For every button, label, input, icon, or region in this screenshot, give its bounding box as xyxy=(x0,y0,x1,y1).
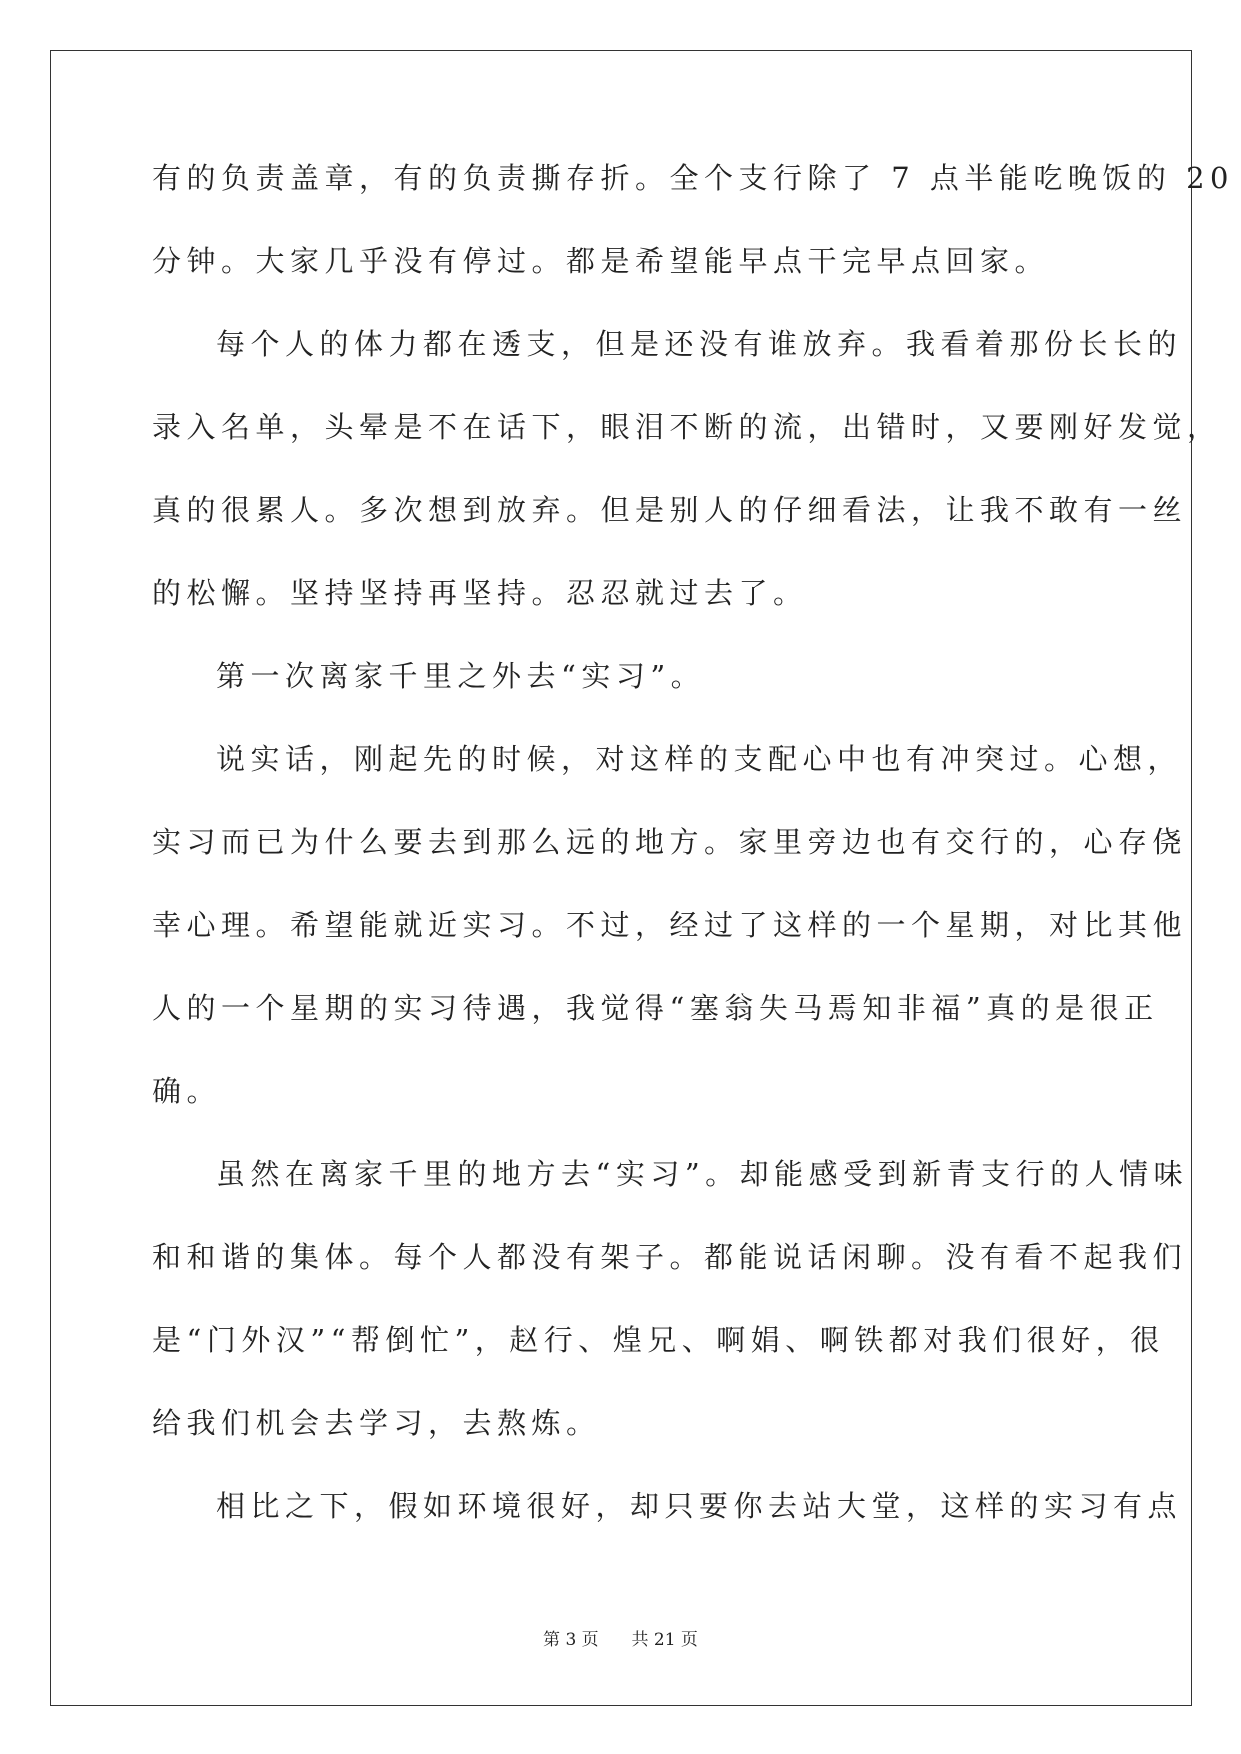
page-total: 共 21 页 xyxy=(631,1630,698,1650)
text-line: 分钟。大家几乎没有停过。都是希望能早点干完早点回家。 xyxy=(152,244,1050,278)
text-line: 的松懈。坚持坚持再坚持。忍忍就过去了。 xyxy=(152,576,808,610)
text-line: 是“门外汉”“帮倒忙”，赵行、煌兄、啊娟、啊铁都对我们很好，很 xyxy=(152,1323,1165,1357)
page-number: 第 3 页 xyxy=(543,1630,599,1650)
text-line: 幸心理。希望能就近实习。不过，经过了这样的一个星期，对比其他 xyxy=(152,908,1188,942)
text-line: 确。 xyxy=(152,1074,222,1108)
paragraph-start: 相比之下，假如环境很好，却只要你去站大堂，这样的实习有点 xyxy=(216,1489,1183,1523)
text-line: 人的一个星期的实习待遇，我觉得“塞翁失马焉知非福”真的是很正 xyxy=(152,991,1159,1025)
text-line: 给我们机会去学习，去熬炼。 xyxy=(152,1406,601,1440)
paragraph-start: 每个人的体力都在透支，但是还没有谁放弃。我看着那份长长的 xyxy=(216,327,1183,361)
paragraph-start: 说实话，刚起先的时候，对这样的支配心中也有冲突过。心想， xyxy=(216,742,1183,776)
paragraph-start: 虽然在离家千里的地方去“实习”。却能感受到新青支行的人情味 xyxy=(216,1157,1189,1191)
document-body xyxy=(152,158,1235,1569)
page-footer xyxy=(0,1625,1241,1650)
paragraph-start: 第一次离家千里之外去“实习”。 xyxy=(216,659,706,693)
text-line: 和和谐的集体。每个人都没有架子。都能说话闲聊。没有看不起我们 xyxy=(152,1240,1188,1274)
text-line: 真的很累人。多次想到放弃。但是别人的仔细看法，让我不敢有一丝 xyxy=(152,493,1188,527)
text-line: 录入名单，头晕是不在话下，眼泪不断的流，出错时，又要刚好发觉， xyxy=(152,410,1222,444)
text-line: 实习而已为什么要去到那么远的地方。家里旁边也有交行的，心存侥 xyxy=(152,825,1188,859)
text-line: 有的负责盖章，有的负责撕存折。全个支行除了 7 点半能吃晚饭的 20 xyxy=(152,161,1235,195)
